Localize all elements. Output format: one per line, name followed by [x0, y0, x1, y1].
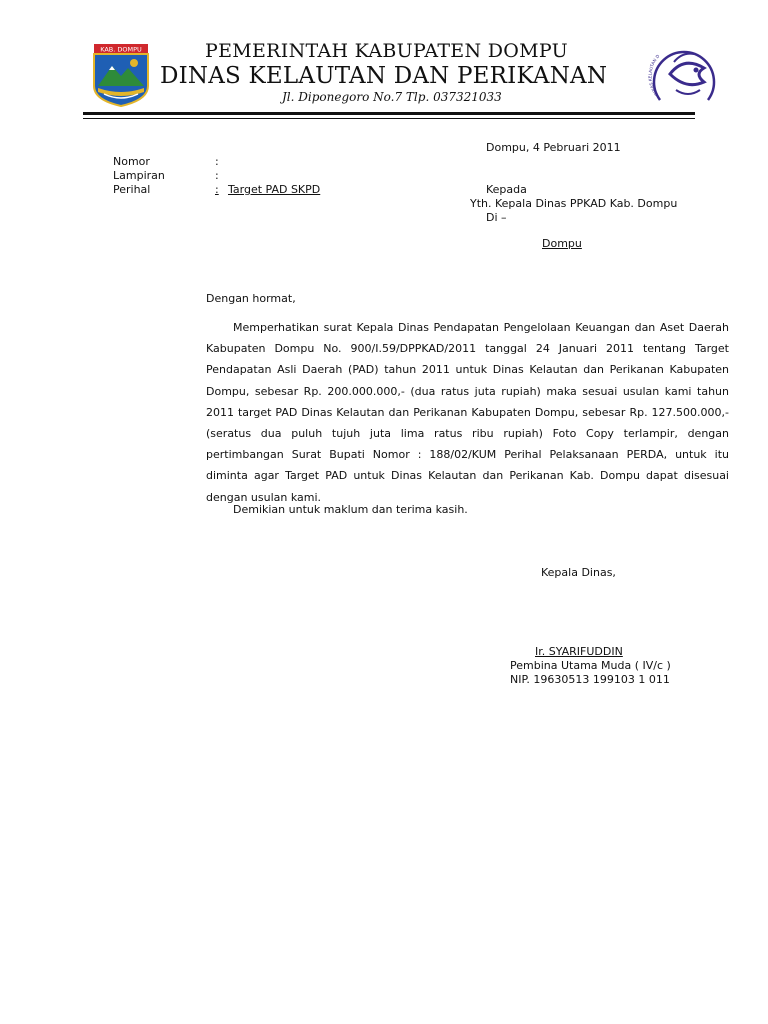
letterhead-rule-thin: [83, 118, 695, 119]
letter-date: Dompu, 4 Pebruari 2011: [486, 141, 621, 154]
letterhead-address: Jl. Diponegoro No.7 Tlp. 037321033: [282, 90, 502, 104]
svg-text:DINAS KELAUTAN DAN PERIKANAN: [646, 42, 660, 96]
signature-nip: NIP. 19630513 199103 1 011: [510, 673, 670, 686]
signature-title: Kepala Dinas,: [541, 566, 616, 579]
letterhead-regency: PEMERINTAH KABUPATEN DOMPU: [205, 40, 568, 62]
perihal-colon: :: [215, 183, 219, 196]
salutation: Dengan hormat,: [206, 292, 296, 305]
nomor-value: :: [215, 155, 219, 168]
perihal-label: Perihal: [113, 183, 151, 196]
letterhead-rule-thick: [83, 112, 695, 115]
lampiran-label: Lampiran: [113, 169, 165, 182]
recipient-kepada: Kepada: [486, 183, 527, 196]
closing-sentence: Demikian untuk maklum dan terima kasih.: [233, 503, 468, 516]
logo-banner-text: KAB. DOMPU: [100, 45, 142, 54]
lampiran-value: :: [215, 169, 219, 182]
recipient-place: Dompu: [542, 237, 582, 250]
letterhead-agency: DINAS KELAUTAN DAN PERIKANAN: [160, 63, 608, 89]
signature-name: Ir. SYARIFUDDIN: [535, 645, 623, 658]
nomor-label: Nomor: [113, 155, 150, 168]
perihal-value: Target PAD SKPD: [228, 183, 321, 196]
agency-logo: [646, 42, 722, 112]
agency-logo-text: DINAS KELAUTAN D: [647, 53, 661, 97]
signature-rank: Pembina Utama Muda ( IV/c ): [510, 659, 671, 672]
regency-logo: [92, 42, 150, 112]
recipient-di: Di –: [486, 211, 507, 224]
body-paragraph: Memperhatikan surat Kepala Dinas Pendapatan Pengelolaan Keuangan dan Aset Daerah Kabupaten Dompu No. 900/I.59/DPPKAD/2011 tanggal 24 Januari 2011 tentang Target Pendapatan Asli Daerah (PAD) tahun 2011 untuk Dinas Kelautan dan Perikanan Kabupaten Dompu, sebesar Rp. 200.000.000,- (dua ratus juta rupiah) maka sesuai usulan kami tahun 2011 target PAD Dinas Kelautan dan Perikanan Kabupaten Dompu, sebesar Rp. 127.500.000,- (seratus dua puluh tujuh juta lima ratus ribu rupiah) Foto Copy terlampir, dengan pertimbangan Surat Bupati Nomor : 188/02/KUM Perihal Pelaksanaan PERDA, untuk itu diminta agar Target PAD untuk Dinas Kelautan dan Perikanan Kab. Dompu dapat disesuai dengan usulan kami.: [206, 321, 729, 504]
recipient-yth: Yth. Kepala Dinas PPKAD Kab. Dompu: [470, 197, 678, 210]
